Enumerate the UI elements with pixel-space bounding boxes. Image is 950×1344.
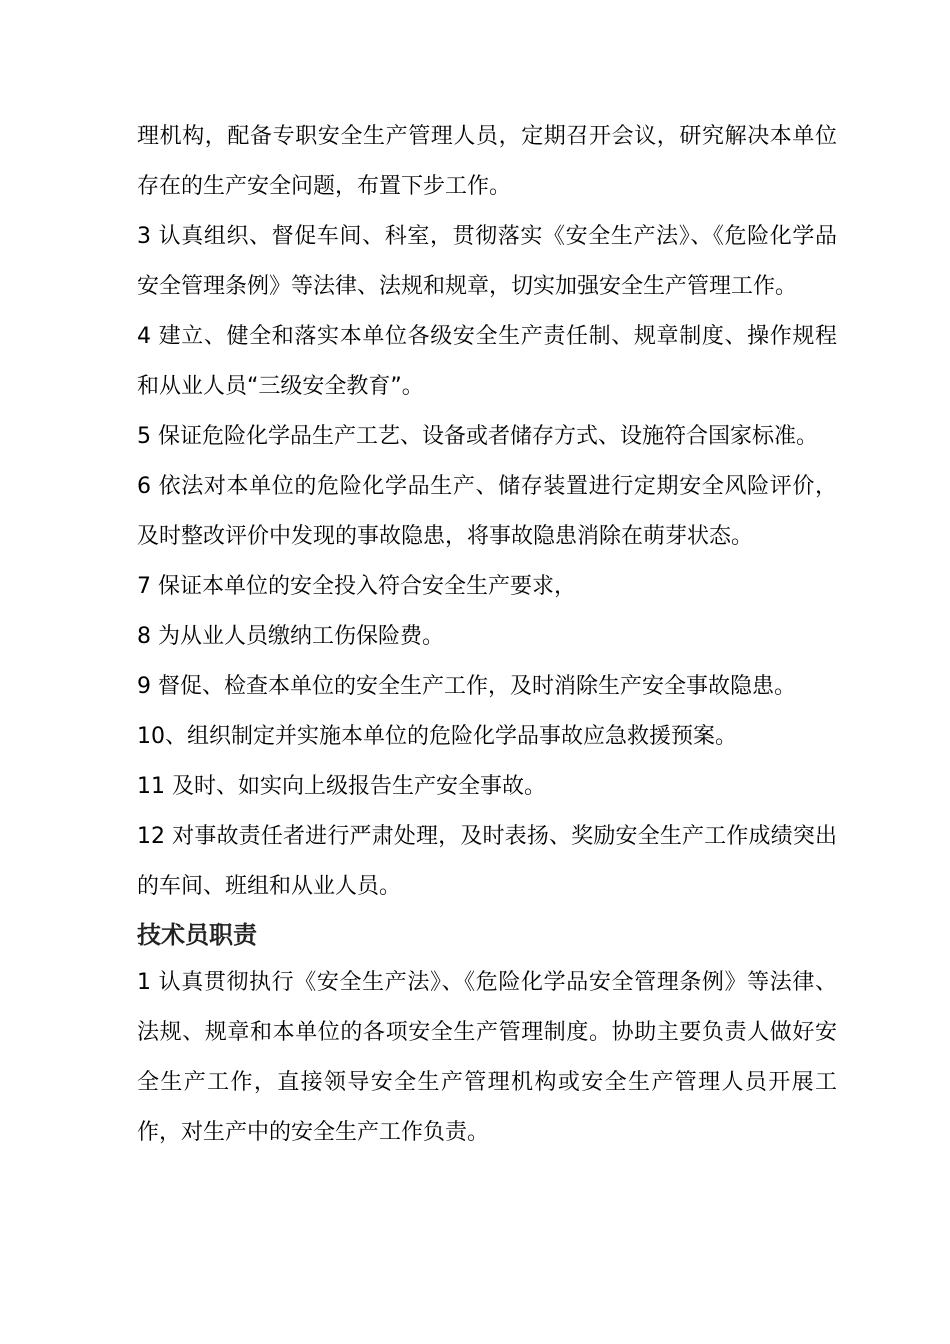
document-page bbox=[137, 112, 837, 1158]
paragraph-item-6: 6 依法对本单位的危险化学品生产、储存装置进行定期安全风险评价，及时整改评价中发现的事故隐患，将事故隐患消除在萌芽状态。 bbox=[137, 474, 837, 549]
paragraph-item-11: 11 及时、如实向上级报告生产安全事故。 bbox=[137, 774, 546, 799]
paragraph-item-5: 5 保证危险化学品生产工艺、设备或者储存方式、设施符合国家标准。 bbox=[137, 424, 818, 449]
paragraph-management-body: 理机构，配备专职安全生产管理人员，定期召开会议，研究解决本单位存在的生产安全问题，布置下步工作。 bbox=[137, 124, 837, 199]
paragraph-item-4: 4 建立、健全和落实本单位各级安全生产责任制、规章制度、操作规程和从业人员“三级安全教育”。 bbox=[137, 324, 837, 399]
section-heading-technician-duties: 技术员职责 bbox=[137, 920, 257, 949]
paragraph-item-10: 10、组织制定并实施本单位的危险化学品事故应急救援预案。 bbox=[137, 724, 737, 749]
paragraph-item-3: 3 认真组织、督促车间、科室，贯彻落实《安全生产法》、《危险化学品安全管理条例》等法律、法规和规章，切实加强安全生产管理工作。 bbox=[137, 224, 837, 299]
paragraph-item-9: 9 督促、检查本单位的安全生产工作，及时消除生产安全事故隐患。 bbox=[137, 674, 796, 699]
paragraph-item-7: 7 保证本单位的安全投入符合安全生产要求， bbox=[137, 574, 576, 599]
paragraph-item-8: 8 为从业人员缴纳工伤保险费。 bbox=[137, 624, 444, 649]
paragraph-item-12: 12 对事故责任者进行严肃处理，及时表扬、奖励安全生产工作成绩突出的车间、班组和从业人员。 bbox=[137, 824, 837, 899]
paragraph-technician-item-1: 1 认真贯彻执行《安全生产法》、《危险化学品安全管理条例》等法律、法规、规章和本单位的各项安全生产管理制度。协助主要负责人做好安全生产工作，直接领导安全生产管理机构或安全生产管理人员开展工作，对生产中的安全生产工作负责。 bbox=[137, 970, 837, 1145]
